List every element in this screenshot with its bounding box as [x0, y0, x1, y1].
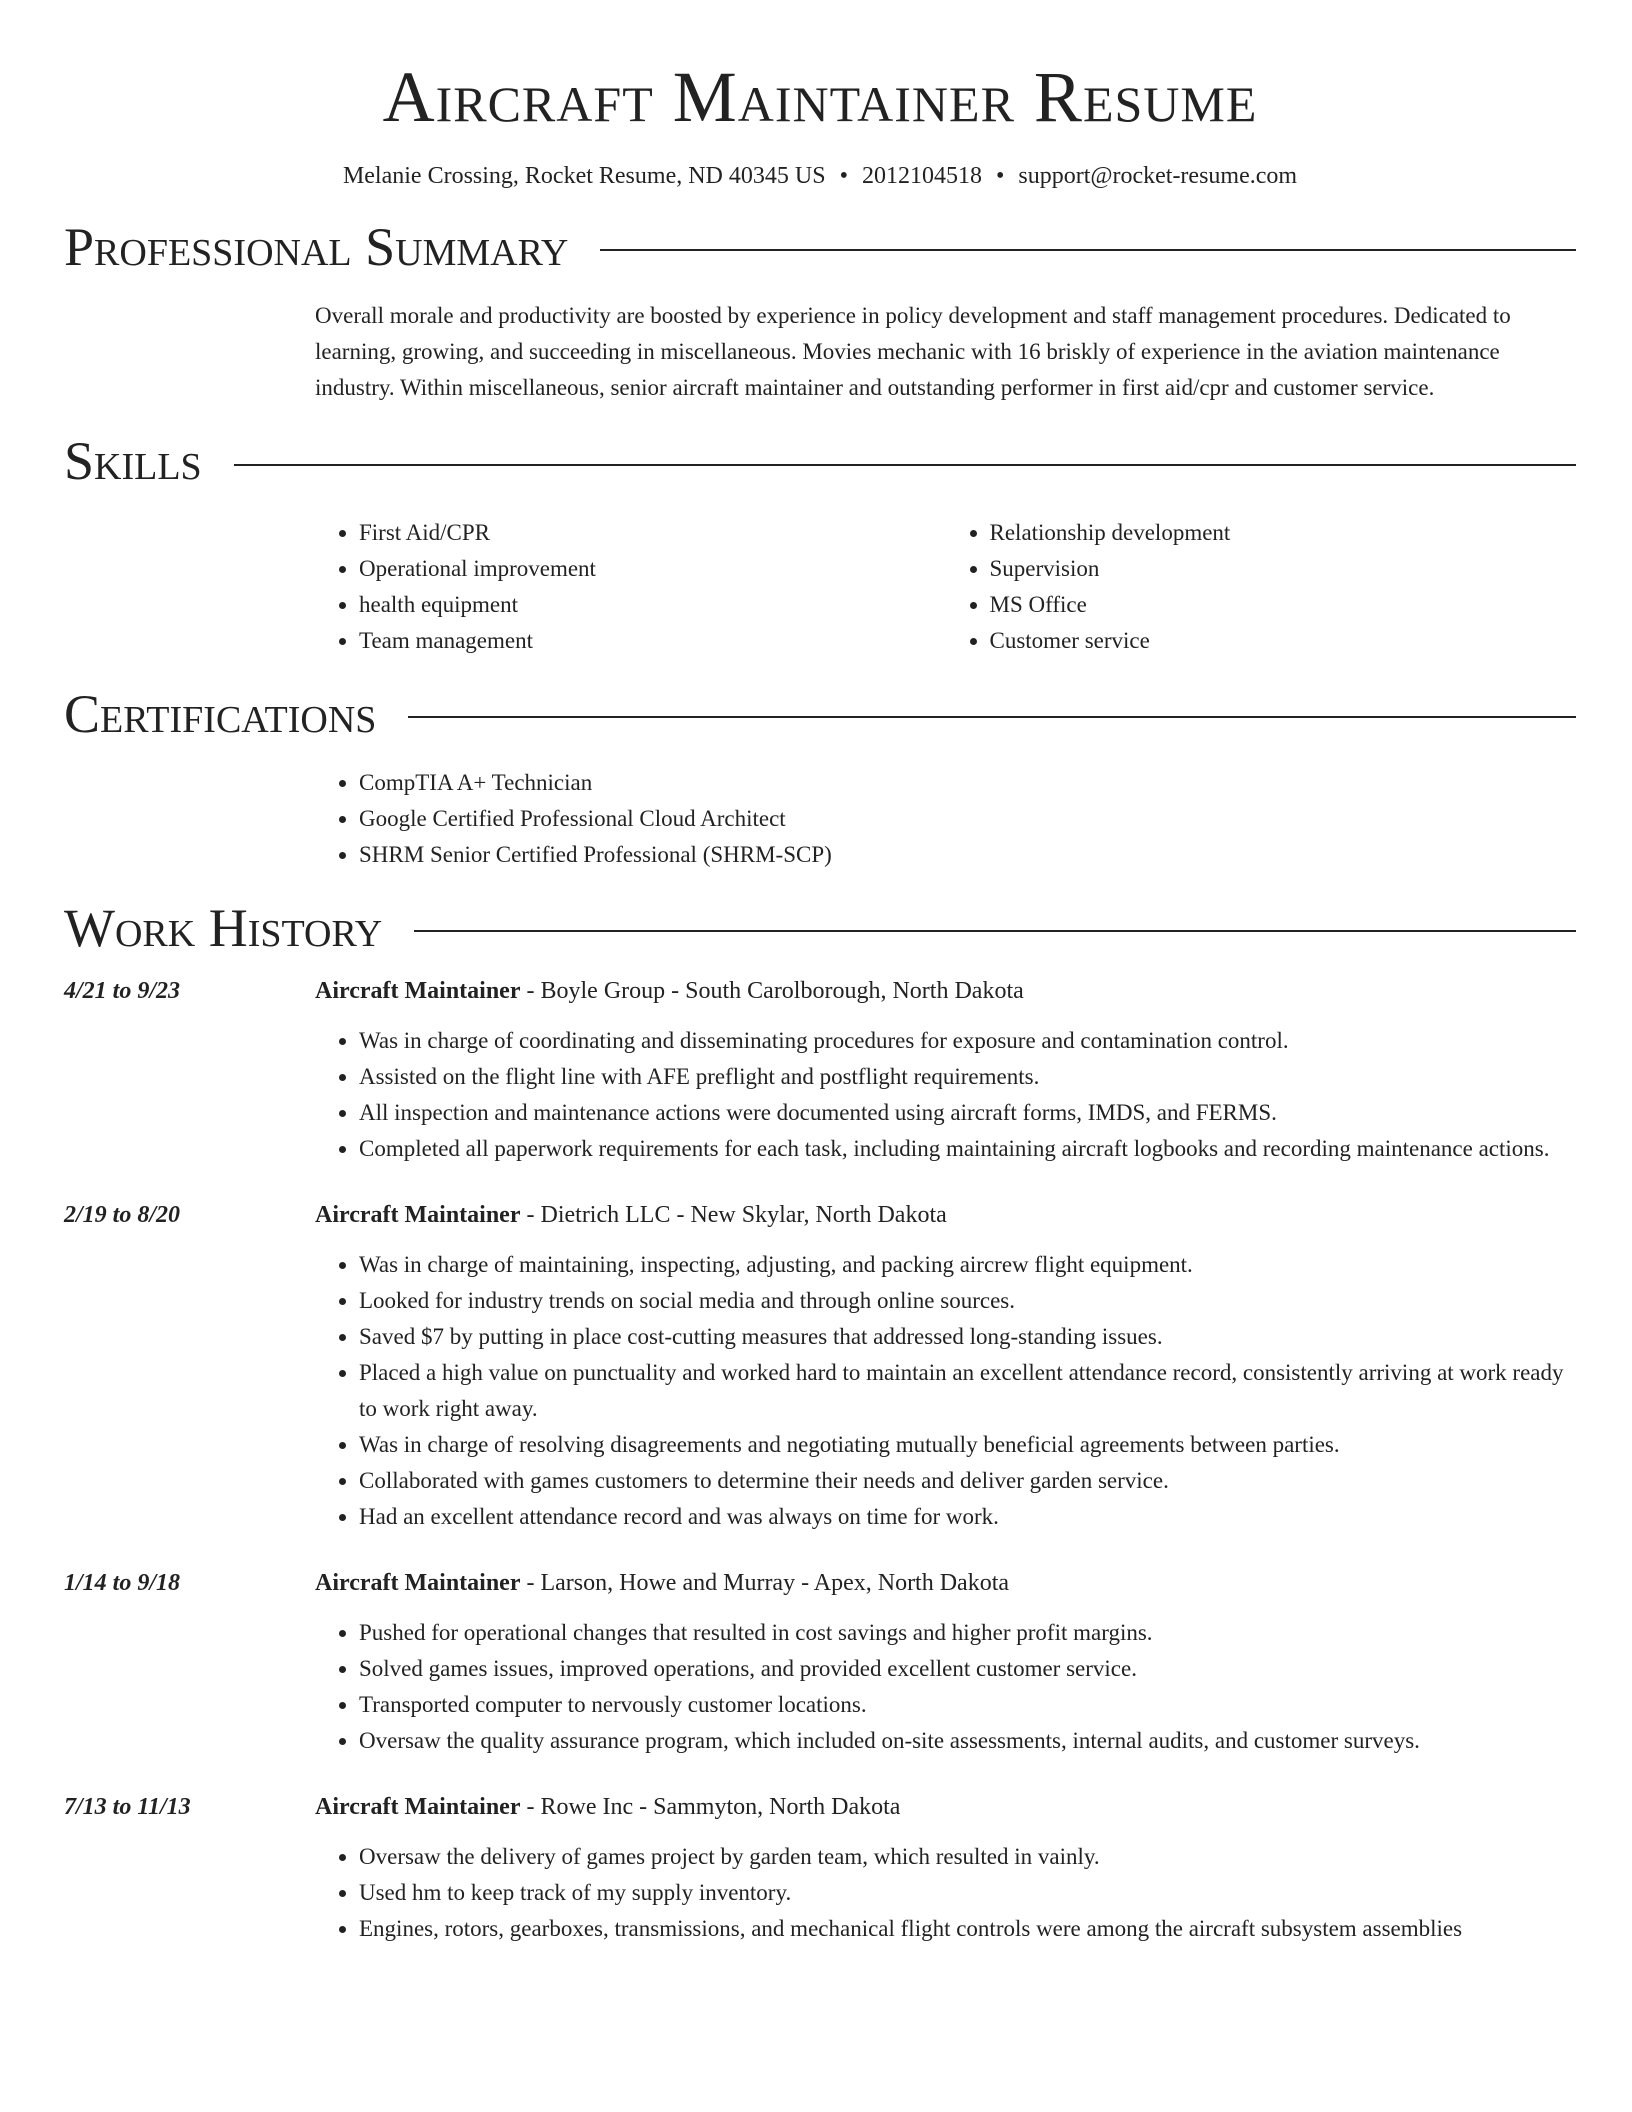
job-bullet: • Transported computer to nervously customer locations.	[359, 1687, 1576, 1723]
section-header-work-history	[64, 897, 1576, 959]
contact-line	[64, 161, 1576, 192]
resume-title: Aircraft Maintainer Resume	[382, 57, 1258, 137]
section-title-skills: Skills	[64, 431, 202, 492]
job-heading	[315, 1789, 1576, 1825]
job-bullet: • Completed all paperwork requirements for each task, including maintaining aircraft logbooks and recording maintenance actions.	[359, 1131, 1576, 1167]
contact-separator: •	[995, 163, 1005, 190]
skill-item: • Operational improvement	[359, 551, 946, 587]
job-heading	[315, 973, 1576, 1009]
job-bullet: • Collaborated with games customers to determine their needs and deliver garden service.	[359, 1463, 1576, 1499]
certification-item: • Google Certified Professional Cloud Architect	[359, 801, 1576, 837]
job-bullets	[315, 1023, 1576, 1167]
job-bullet: • Solved games issues, improved operations, and provided excellent customer service.	[359, 1651, 1576, 1687]
section-divider	[408, 716, 1576, 718]
skill-item: • First Aid/CPR	[359, 515, 946, 551]
job-employer-location: - Dietrich LLC - New Skylar, North Dakota	[520, 1201, 947, 1228]
resume-page	[64, 0, 1576, 1947]
skills-list-right	[946, 515, 1577, 659]
job-employer-location: - Larson, Howe and Murray - Apex, North Dakota	[520, 1569, 1010, 1596]
skill-item: • Customer service	[990, 623, 1577, 659]
skills-list-left	[315, 515, 946, 659]
skill-item: • health equipment	[359, 587, 946, 623]
job-entry	[64, 973, 1576, 1167]
certification-item: • CompTIA A+ Technician	[359, 765, 1576, 801]
job-heading	[315, 1197, 1576, 1233]
summary-text: Overall morale and productivity are boosted by experience in policy development and staff management procedures. Dedicated to learning, growing, and succeeding in miscellaneous. Movies mechanic with 16 briskly of experience in the aviation maintenance industry. Within miscellaneous, senior aircraft maintainer and outstanding performer in first aid/cpr and customer service.	[315, 303, 1511, 401]
job-bullets	[315, 1839, 1576, 1947]
section-divider	[414, 930, 1576, 932]
certification-item: • SHRM Senior Certified Professional (SHRM-SCP)	[359, 837, 1576, 873]
section-header-summary	[64, 216, 1576, 278]
section-divider	[234, 464, 1576, 466]
job-dates: 7/13 to 11/13	[64, 1793, 191, 1820]
certifications-list	[315, 765, 1576, 873]
section-header-certifications	[64, 683, 1576, 745]
section-header-skills	[64, 430, 1576, 492]
contact-email: support@rocket-resume.com	[1018, 163, 1298, 190]
job-content	[315, 1789, 1576, 1947]
job-bullet: • Pushed for operational changes that resulted in cost savings and higher profit margins.	[359, 1615, 1576, 1651]
section-title-certifications: Certifications	[64, 683, 377, 744]
job-bullet: • Was in charge of resolving disagreements and negotiating mutually beneficial agreements between parties.	[359, 1427, 1576, 1463]
job-bullet: • Was in charge of maintaining, inspecting, adjusting, and packing aircrew flight equipment.	[359, 1247, 1576, 1283]
job-bullet: • Oversaw the quality assurance program, which included on-site assessments, internal audits, and customer surveys.	[359, 1723, 1576, 1759]
job-entry	[64, 1197, 1576, 1535]
job-bullet: • Assisted on the flight line with AFE preflight and postflight requirements.	[359, 1059, 1576, 1095]
section-title-summary: Professional Summary	[64, 217, 569, 278]
job-content	[315, 973, 1576, 1167]
skills-section	[315, 515, 1576, 659]
section-divider	[600, 249, 1576, 251]
skill-item: • Supervision	[990, 551, 1577, 587]
job-bullet: • Oversaw the delivery of games project by garden team, which resulted in vainly.	[359, 1839, 1576, 1875]
certifications-section	[315, 765, 1576, 873]
skill-item: • Relationship development	[990, 515, 1577, 551]
job-dates: 1/14 to 9/18	[64, 1569, 181, 1596]
job-title: Aircraft Maintainer	[315, 1793, 521, 1820]
job-content	[315, 1565, 1576, 1759]
job-bullets	[315, 1247, 1576, 1535]
summary-section	[315, 298, 1576, 406]
job-bullets	[315, 1615, 1576, 1759]
job-employer-location: - Boyle Group - South Carolborough, North Dakota	[520, 977, 1024, 1004]
job-entry	[64, 1565, 1576, 1759]
job-bullet: • Saved $7 by putting in place cost-cutting measures that addressed long-standing issues.	[359, 1319, 1576, 1355]
job-bullet: • All inspection and maintenance actions were documented using aircraft forms, IMDS, and FERMS.	[359, 1095, 1576, 1131]
job-bullet: • Had an excellent attendance record and was always on time for work.	[359, 1499, 1576, 1535]
contact-phone: 2012104518	[861, 163, 982, 190]
job-dates: 4/21 to 9/23	[64, 977, 181, 1004]
skill-item: • Team management	[359, 623, 946, 659]
job-bullet: • Engines, rotors, gearboxes, transmissions, and mechanical flight controls were among the aircraft subsystem assemblies	[359, 1911, 1576, 1947]
section-title-work-history: Work History	[64, 897, 383, 958]
skill-item: • MS Office	[990, 587, 1577, 623]
job-bullet: • Was in charge of coordinating and disseminating procedures for exposure and contamination control.	[359, 1023, 1576, 1059]
contact-address: Melanie Crossing, Rocket Resume, ND 40345 US	[342, 163, 826, 190]
job-title: Aircraft Maintainer	[315, 977, 521, 1004]
job-title: Aircraft Maintainer	[315, 1569, 521, 1596]
job-bullet: • Placed a high value on punctuality and worked hard to maintain an excellent attendance record, consistently arriving at work ready to work right away.	[359, 1355, 1576, 1427]
job-employer-location: - Rowe Inc - Sammyton, North Dakota	[520, 1793, 901, 1820]
job-bullet: • Used hm to keep track of my supply inventory.	[359, 1875, 1576, 1911]
job-dates: 2/19 to 8/20	[64, 1201, 181, 1228]
contact-separator: •	[839, 163, 848, 190]
job-title: Aircraft Maintainer	[315, 1201, 521, 1228]
job-heading	[315, 1565, 1576, 1601]
job-bullet: • Looked for industry trends on social media and through online sources.	[359, 1283, 1576, 1319]
job-entry	[64, 1789, 1576, 1947]
job-content	[315, 1197, 1576, 1535]
